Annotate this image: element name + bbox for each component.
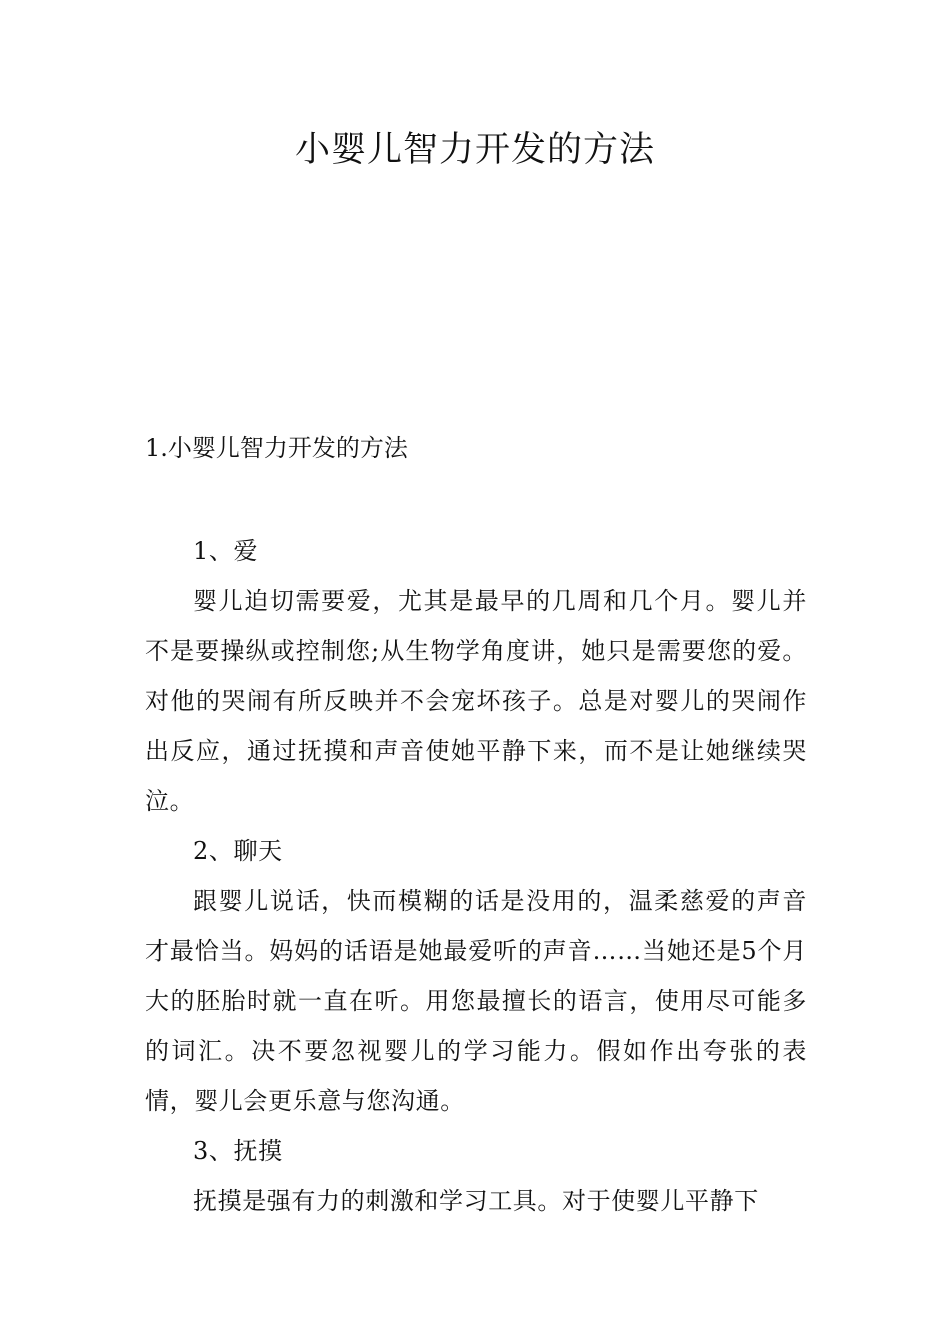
document-title: 小婴儿智力开发的方法 (294, 130, 655, 170)
subheading-touch: 3、抚摸 (193, 1137, 283, 1165)
section-heading: 1.小婴儿智力开发的方法 (145, 434, 408, 462)
subheading-chat: 2、聊天 (193, 837, 283, 865)
subheading-love: 1、爱 (193, 537, 259, 565)
paragraph-touch: 抚摸是强有力的刺激和学习工具。对于使婴儿平静下 (193, 1187, 759, 1215)
document-body (145, 526, 807, 1226)
paragraph-love: 婴儿迫切需要爱，尤其是最早的几周和几个月。婴儿并不是要操纵或控制您;从生物学角度讲，她只是需要您的爱。对他的哭闹有所反映并不会宠坏孩子。总是对婴儿的哭闹作出反应，通过抚摸和声音使她平静下来，而不是让她继续哭泣。 (145, 587, 807, 815)
paragraph-chat: 跟婴儿说话，快而模糊的话是没用的，温柔慈爱的声音才最恰当。妈妈的话语是她最爱听的声音……当她还是5个月大的胚胎时就一直在听。用您最擅长的语言，使用尽可能多的词汇。决不要忽视婴儿的学习能力。假如作出夸张的表情，婴儿会更乐意与您沟通。 (145, 887, 807, 1115)
